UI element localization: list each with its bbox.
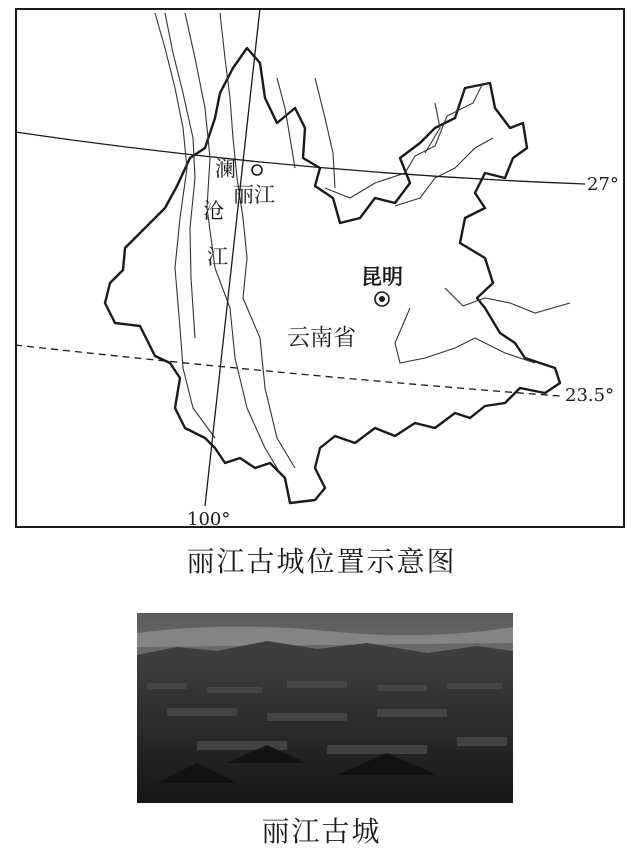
river-char-1: 澜: [215, 157, 236, 181]
latitude-27-label: 27°: [587, 174, 619, 195]
river-char-2: 沧: [203, 199, 224, 223]
map-caption: 丽江古城位置示意图: [186, 545, 457, 578]
province-label: 云南省: [287, 325, 356, 351]
lijiang-label: 丽江: [233, 183, 275, 207]
meridian-100-label: 100°: [187, 509, 231, 528]
lijiang-old-town-photo: [137, 613, 513, 803]
river-char-3: 江: [207, 245, 228, 269]
map-frame: [15, 8, 625, 528]
kunming-marker: [375, 292, 389, 306]
photo-caption: 丽江古城: [261, 815, 382, 848]
yunnan-location-map: [15, 8, 625, 528]
kunming-label: 昆明: [361, 265, 403, 289]
tropic-label: 23.5°: [565, 385, 615, 406]
lijiang-marker: [252, 165, 262, 175]
